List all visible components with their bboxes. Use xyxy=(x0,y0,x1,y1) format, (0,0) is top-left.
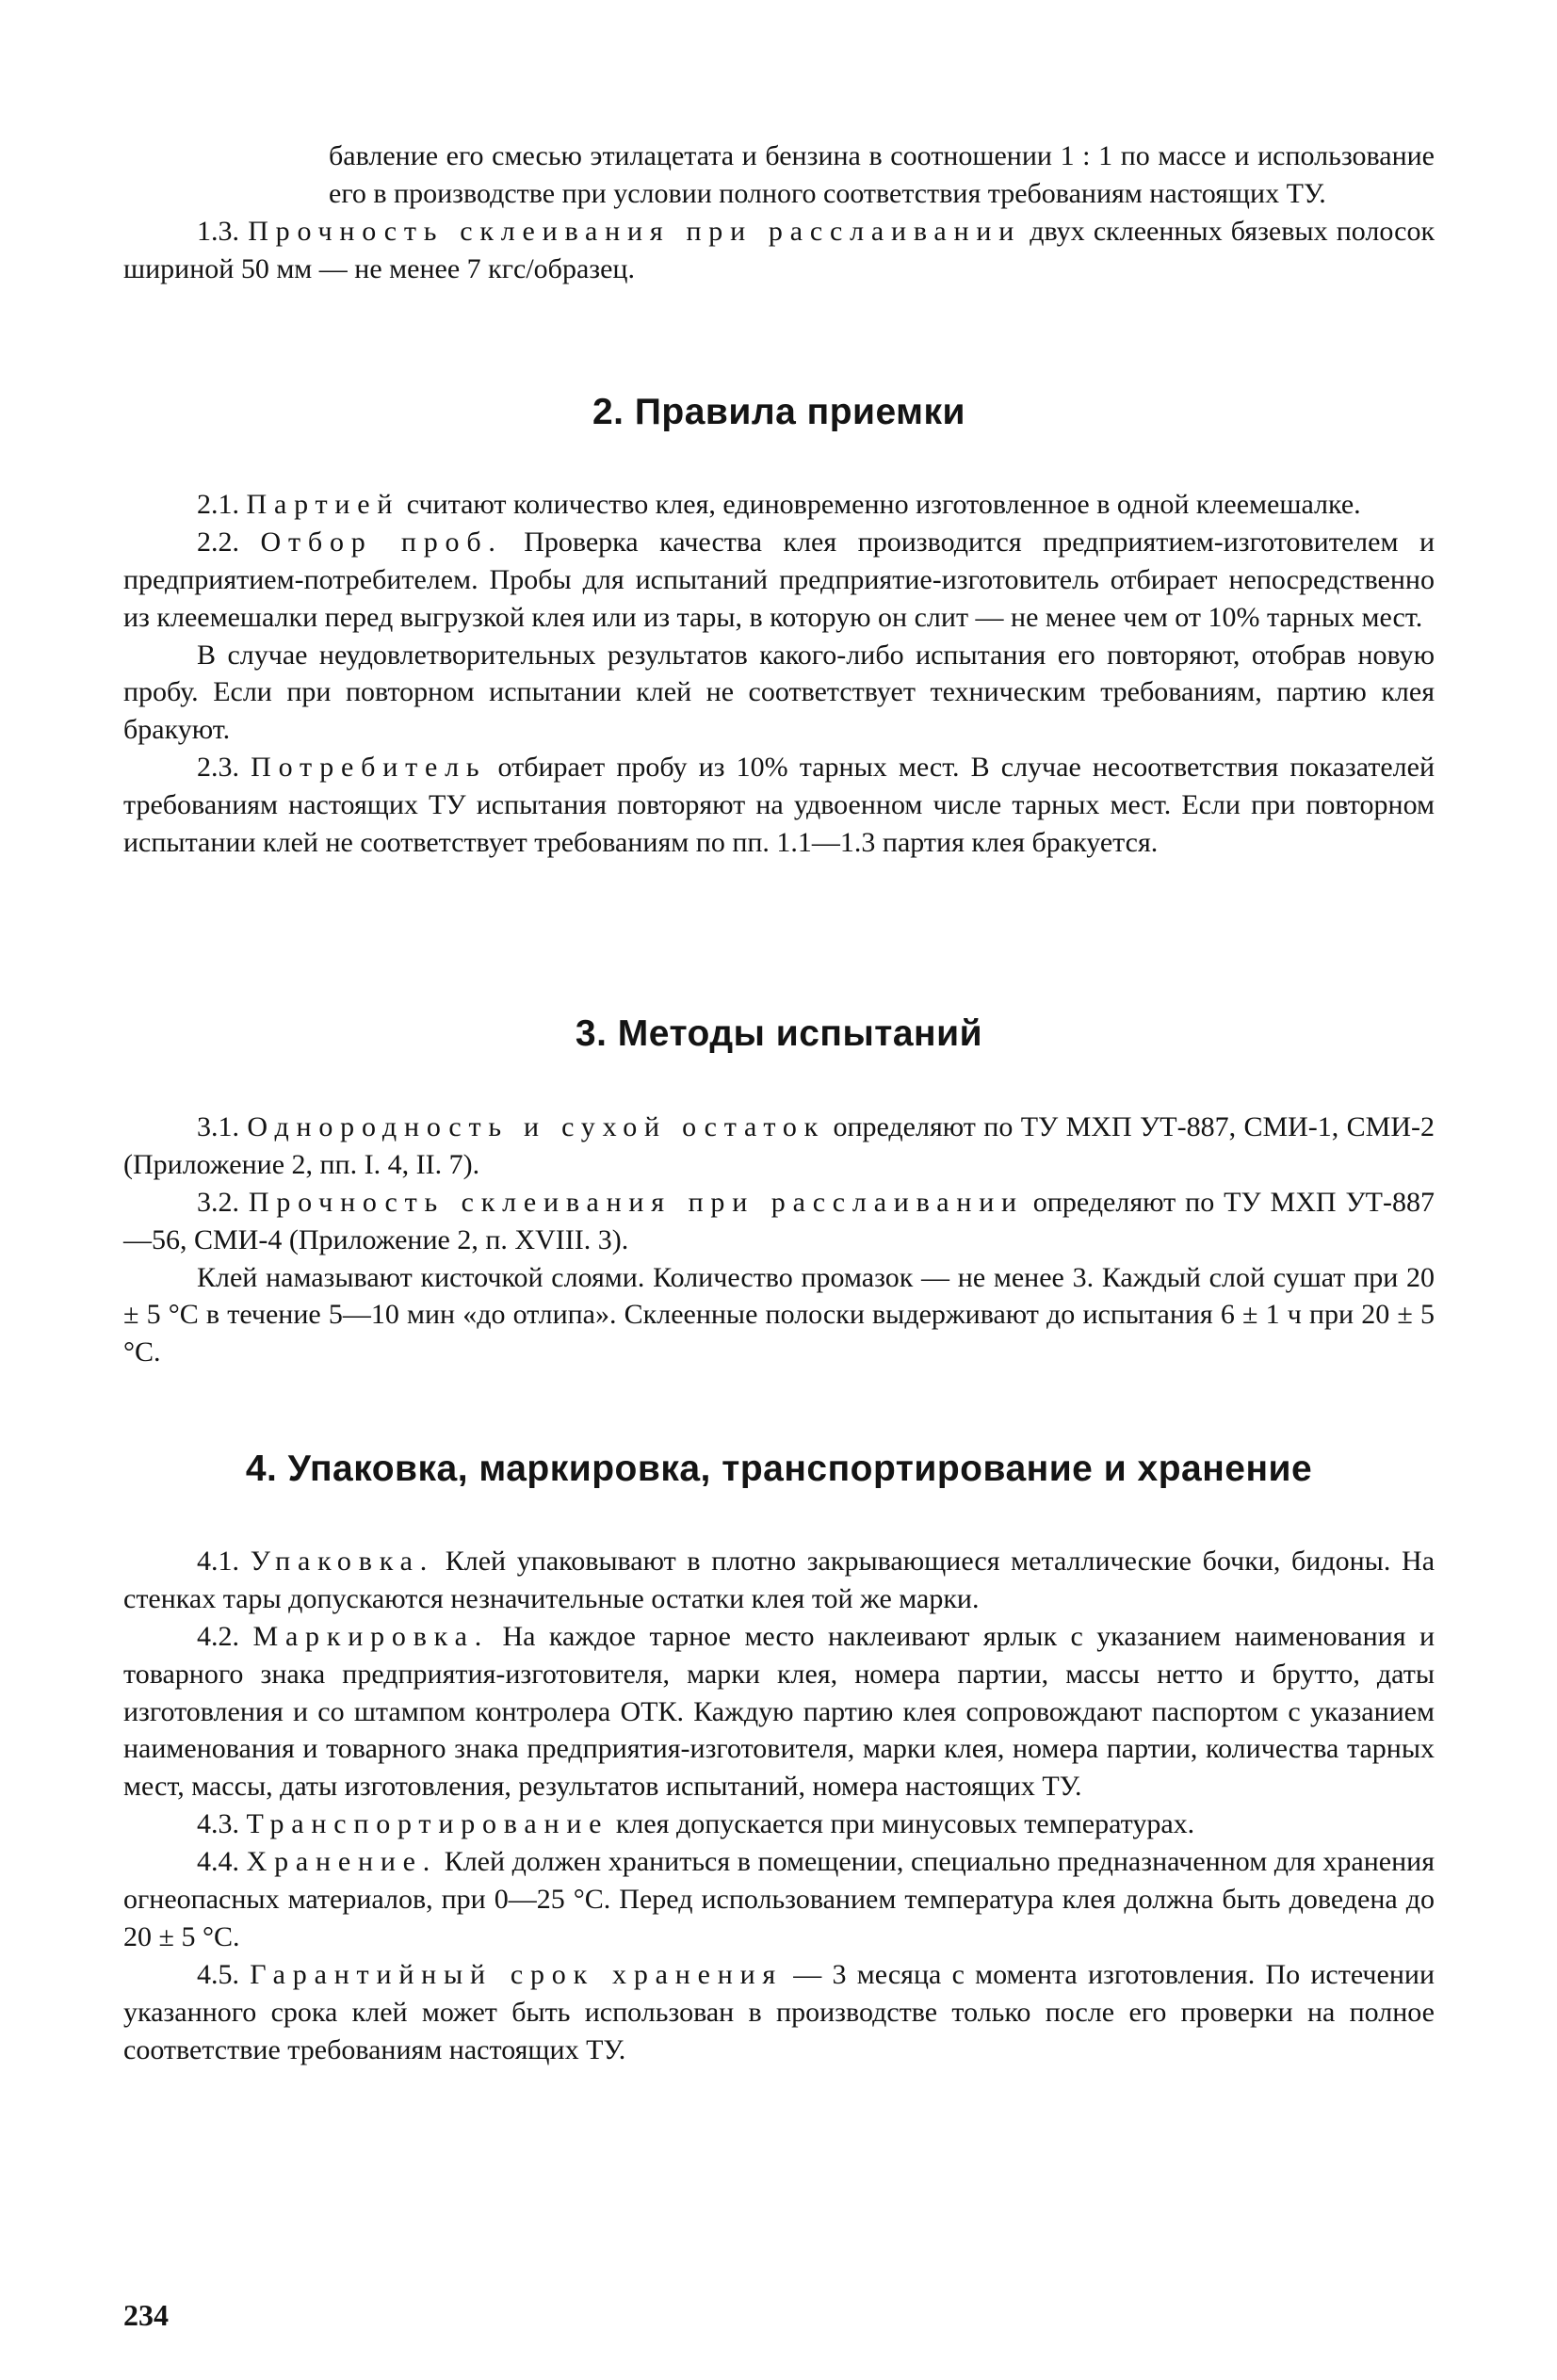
section-2-heading: 2. Правила приемки xyxy=(592,392,966,432)
clause-number: 3.1. xyxy=(197,1111,239,1142)
section-2-body xyxy=(123,486,1435,862)
spaced-term: Транспортирование xyxy=(246,1808,609,1840)
paragraph-4-3: 4.3. Транспортирование клея допускается при минусовых температурах. xyxy=(197,1808,1195,1840)
spaced-term: Партией xyxy=(246,489,400,520)
paragraph-1-3: 1.3. Прочность склеивания при расслаивании двух склеенных бязевых полосок шириной 50 мм — не менее 7 кгс/образец. xyxy=(123,215,1435,284)
clause-number: 4.4. xyxy=(197,1846,239,1878)
spaced-term: Упаковка. xyxy=(250,1546,435,1577)
paragraph-3-1: 3.1. Однородность и сухой остаток определяют по ТУ МХП УТ-887, СМИ-1, СМИ-2 (Приложение 2, пп. I. 4, II. 7). xyxy=(123,1111,1435,1180)
spaced-term: Однородность и сухой остаток xyxy=(247,1111,826,1142)
spaced-term: Прочность склеивания при расслаивании xyxy=(248,215,1022,247)
spaced-term: Отбор проб. xyxy=(260,526,503,558)
clause-number: 4.3. xyxy=(197,1808,239,1840)
spaced-term: Потребитель xyxy=(251,752,487,784)
section-3-body xyxy=(123,1109,1435,1371)
paragraph-4-4: 4.4. Хранение. Клей должен храниться в помещении, специально предназначенном для хранения огнеопасных материалов, при 0—25 °С. Перед использованием температура клея должна быть доведена до 20 ± 5 °С. xyxy=(123,1846,1435,1952)
spaced-term: Маркировка. xyxy=(252,1620,489,1652)
clause-number: 4.1. xyxy=(197,1546,239,1577)
clause-number: 1.3. xyxy=(197,215,239,247)
paragraph-2-2: 2.2. Отбор проб. Проверка качества клея производится предприятием-изготовителем и предприятием-потребителем. Пробы для испытаний предприятие-изготовитель отбирает непосредственно из клеемешалки перед выгрузкой клея или из тары, в которую он слит — не менее чем от 10% тарных мест. xyxy=(123,526,1435,633)
clause-number: 4.5. xyxy=(197,1958,239,1990)
paragraph-4-2: 4.2. Маркировка. На каждое тарное место наклеивают ярлык с указанием наименования и товарного знака предприятия-изготовителя, марки клея, номера партии, массы нетто и брутто, даты изготовления и со штампом контролера ОТК. Каждую партию клея сопровождают паспортом с указанием наименования и товарного знака предприятия-изготовителя, марки клея, номера партии, количества тарных мест, массы, даты изготовления, результатов испытаний, номера настоящих ТУ. xyxy=(123,1620,1435,1803)
page-number: 234 xyxy=(123,2298,169,2332)
spaced-term: Прочность склеивания при расслаивании xyxy=(248,1186,1024,1218)
spaced-term: Хранение. xyxy=(246,1846,438,1878)
intro-paragraph: бавление его смесью этилацетата и бензина в соотношении 1 : 1 по массе и использование его в производстве при условии полного соответствия требованиям настоящих ТУ. xyxy=(329,140,1435,209)
section-4-body xyxy=(123,1543,1435,2068)
paragraph-2-1: 2.1. Партией считают количество клея, единовременно изготовленное в одной клеемешалке. xyxy=(197,489,1361,520)
section-4-heading: 4. Упаковка, маркировка, транспортирование и хранение xyxy=(245,1449,1313,1489)
top-continuation xyxy=(123,138,1435,288)
paragraph-4-1: 4.1. Упаковка. Клей упаковывают в плотно закрывающиеся металлические бочки, бидоны. На стенках тары допускаются незначительные остатки клея той же марки. xyxy=(123,1546,1435,1614)
paragraph-3-2-continued: Клей намазывают кисточкой слоями. Количество промазок — не менее 3. Каждый слой сушат при 20 ± 5 °С в течение 5—10 мин «до отлипа». Склеенные полоски выдерживают до испытания 6 ± 1 ч при 20 ± 5 °С. xyxy=(123,1261,1435,1368)
clause-number: 4.2. xyxy=(197,1620,239,1652)
clause-number: 2.2. xyxy=(197,526,239,558)
spaced-term: Гарантийный срок хранения xyxy=(250,1958,784,1990)
clause-number: 2.3. xyxy=(197,752,239,784)
clause-number: 2.1. xyxy=(197,489,239,520)
paragraph-2-2-continued: В случае неудовлетворительных результатов какого-либо испытания его повторяют, отобрав новую пробу. Если при повторном испытании клей не соответствует техническим требованиям, партию клея бракуют. xyxy=(123,639,1435,746)
section-3-heading: 3. Методы испытаний xyxy=(575,1013,983,1054)
paragraph-4-5: 4.5. Гарантийный срок хранения — 3 месяца с момента изготовления. По истечении указанного срока клей может быть использован в производстве только после его проверки на полное соответствие требованиям настоящих ТУ. xyxy=(123,1958,1435,2065)
paragraph-2-3: 2.3. Потребитель отбирает пробу из 10% тарных мест. В случае несоответствия показателей требованиям настоящих ТУ испытания повторяют на удвоенном числе тарных мест. Если при повторном испытании клей не соответствует требованиям по пп. 1.1—1.3 партия клея бракуется. xyxy=(123,752,1435,859)
clause-number: 3.2. xyxy=(197,1186,239,1218)
paragraph-3-2: 3.2. Прочность склеивания при расслаивании определяют по ТУ МХП УТ-887—56, СМИ-4 (Приложение 2, п. XVIII. 3). xyxy=(123,1186,1435,1255)
